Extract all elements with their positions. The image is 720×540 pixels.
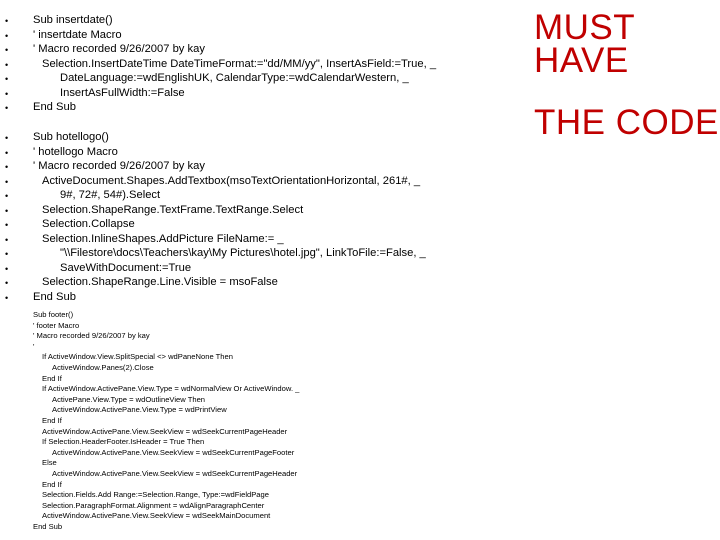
code-line-text: ActiveWindow.ActivePane.View.SeekView = wdSeekCurrentPageFooter: [52, 447, 295, 457]
heading-the-code: THE CODE: [534, 103, 719, 142]
bullet-icon: •: [5, 103, 9, 113]
code-line-text: ActivePane.View.Type = wdOutlineView Then: [52, 394, 206, 404]
code-line-text: If ActiveWindow.ActivePane.View.Type = wdNormalView Or ActiveWindow. _: [42, 384, 300, 394]
code-line-text: ' Macro recorded 9/26/2007 by kay: [33, 331, 150, 341]
code-line-text: End If: [42, 373, 62, 383]
code-line-text: If Selection.HeaderFooter.IsHeader = True Then: [42, 437, 205, 447]
code-line-text: Selection.InsertDateTime DateTimeFormat:="dd/MM/yy", InsertAsField:=True, _: [42, 57, 437, 70]
code-line-text: Selection.Collapse: [42, 218, 135, 230]
code-line-text: End If: [42, 415, 62, 425]
code-line-text: "\\Filestore\docs\Teachers\kay\My Pictures\hotel.jpg", LinkToFile:=False, _: [60, 247, 426, 259]
code-line-text: Else: [42, 458, 57, 468]
code-line-text: ' Macro recorded 9/26/2007 by kay: [33, 43, 205, 55]
code-line-text: End Sub: [33, 101, 76, 113]
code-line-text: ActiveWindow.ActivePane.View.Type = wdPrintView: [52, 405, 227, 415]
bullet-icon: •: [5, 263, 9, 274]
code-line-text: End Sub: [33, 290, 76, 303]
code-line-text: Selection.ShapeRange.TextFrame.TextRange.Select: [42, 203, 304, 216]
code-line-text: ' footer Macro: [33, 320, 80, 330]
code-line-text: ' insertdate Macro: [33, 28, 122, 41]
bullet-icon: •: [5, 147, 9, 158]
bullet-icon: •: [5, 45, 9, 55]
code-line-text: Selection.Fields.Add Range:=Selection.Range, Type:=wdFieldPage: [42, 490, 269, 500]
bullet-icon: •: [5, 30, 9, 41]
code-line-text: ' hotellogo Macro: [33, 145, 118, 158]
heading-must: MUST: [534, 8, 636, 47]
code-line-text: Sub insertdate(): [33, 14, 113, 26]
bullet-icon: •: [5, 88, 9, 99]
code-line-text: ActiveWindow.ActivePane.View.SeekView = wdSeekCurrentPageHeader: [42, 426, 288, 436]
bullet-icon: •: [5, 59, 9, 70]
code-line-text: End If: [42, 479, 62, 489]
code-line-text: DateLanguage:=wdEnglishUK, CalendarType:=wdCalendarWestern, _: [60, 72, 409, 84]
bullet-icon: •: [5, 74, 9, 84]
code-line-text: ActiveDocument.Shapes.AddTextbox(msoTextOrientationHorizontal, 261#, _: [42, 174, 421, 187]
bullet-icon: •: [5, 220, 9, 230]
code-line-text: Sub hotellogo(): [33, 131, 109, 143]
code-line-text: InsertAsFullWidth:=False: [60, 86, 185, 99]
code-line-text: Selection.ShapeRange.Line.Visible = msoFalse: [42, 276, 278, 288]
code-line-text: Selection.InlineShapes.AddPicture FileName:= _: [42, 232, 284, 245]
bullet-icon: •: [5, 16, 9, 26]
code-line-text: ActiveWindow.Panes(2).Close: [52, 362, 154, 372]
code-line-text: SaveWithDocument:=True: [60, 261, 192, 274]
bullet-icon: •: [5, 234, 9, 245]
bullet-icon: •: [5, 205, 9, 216]
code-line-text: ActiveWindow.ActivePane.View.SeekView = wdSeekMainDocument: [42, 511, 271, 521]
code-line-text: Sub footer(): [33, 310, 74, 319]
bullet-icon: •: [5, 162, 9, 172]
bullet-icon: •: [5, 249, 9, 259]
code-line-text: ActiveWindow.ActivePane.View.SeekView = wdSeekCurrentPageHeader: [52, 468, 298, 478]
code-line-text: End Sub: [33, 521, 63, 531]
bullet-icon: •: [5, 278, 9, 288]
bullet-icon: •: [5, 292, 9, 303]
code-line-text: 9#, 72#, 54#).Select: [60, 189, 161, 201]
heading-have: HAVE: [534, 41, 629, 80]
code-line-text: ': [33, 341, 35, 351]
code-line-text: ' Macro recorded 9/26/2007 by kay: [33, 160, 205, 172]
code-line-text: If ActiveWindow.View.SplitSpecial <> wdPaneNone Then: [42, 352, 233, 362]
bullet-icon: •: [5, 176, 9, 187]
bullet-icon: •: [5, 133, 9, 143]
code-line-text: Selection.ParagraphFormat.Alignment = wdAlignParagraphCenter: [42, 500, 265, 510]
bullet-icon: •: [5, 191, 9, 201]
